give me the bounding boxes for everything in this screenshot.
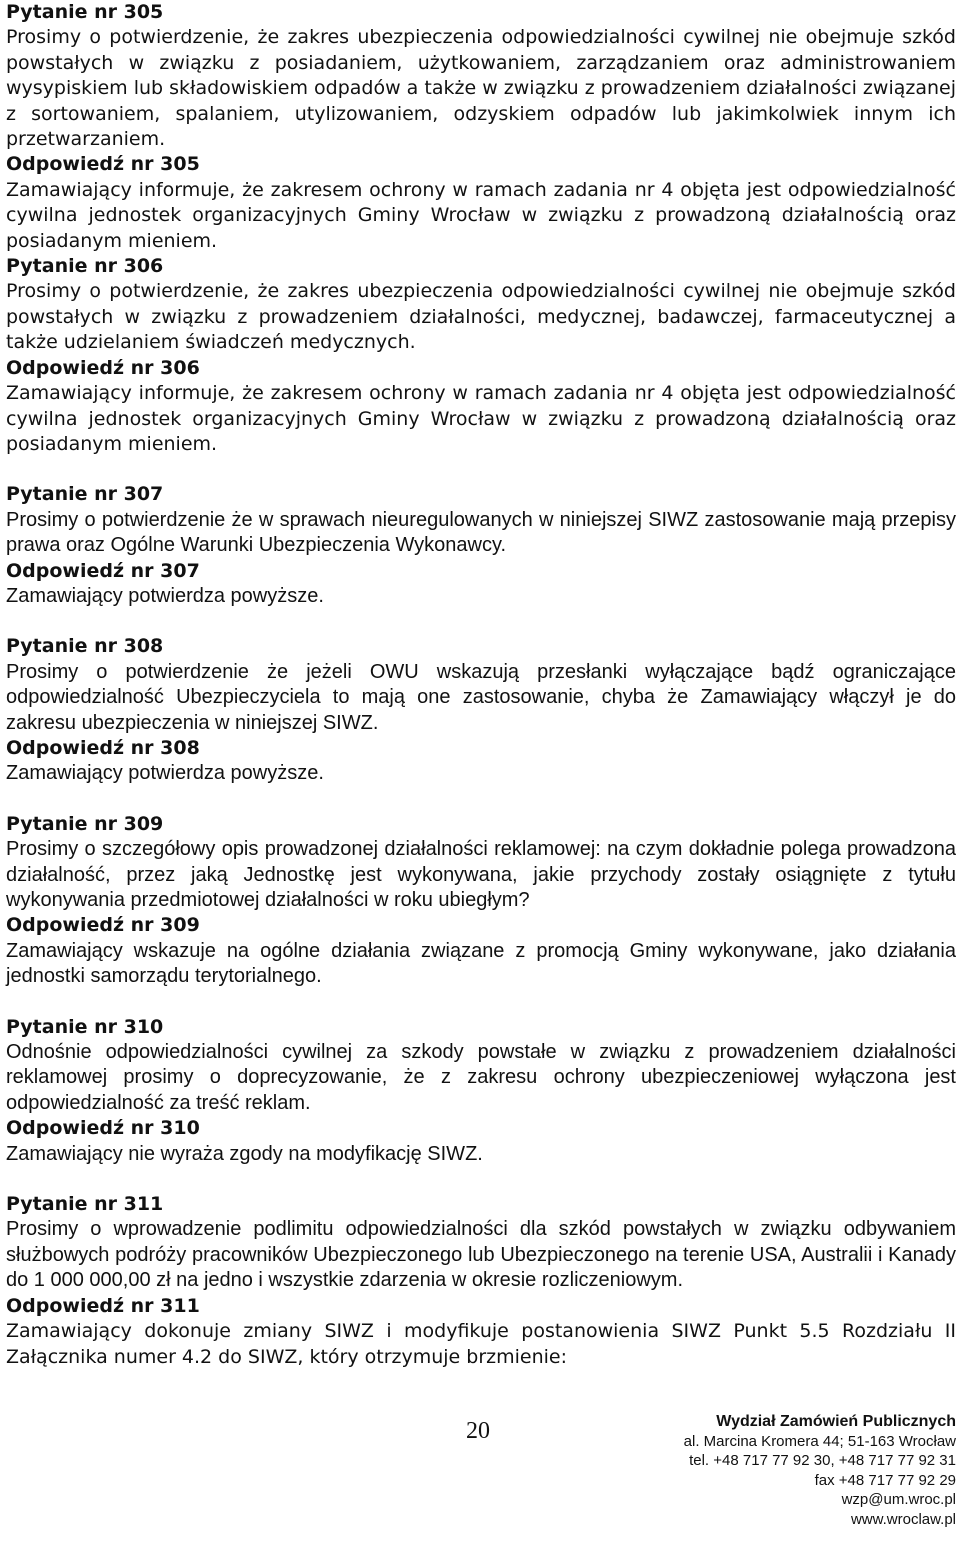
- question-text: Prosimy o potwierdzenie, że zakres ubezpieczenia odpowiedzialności cywilnej nie obejmuje szkód powstałych w związku z prowadzeniem działalności, medycznej, badawczej, farmaceutycznej a także udzielaniem świadczeń medycznych.: [6, 280, 956, 354]
- question-title: Pytanie nr 307: [6, 483, 164, 506]
- spacer: [6, 990, 956, 1015]
- question-text: Prosimy o potwierdzenie że jeżeli OWU wskazują przesłanki wyłączające bądź ograniczające odpowiedzialność Ubezpieczyciela to mają one zastosowanie, chyba że Zamawiający włączył je do zakresu ubezpieczenia w niniejszej SIWZ.: [6, 660, 956, 734]
- question-text: Prosimy o wprowadzenie podlimitu odpowiedzialności dla szkód powstałych w związku odbywaniem służbowych podróży pracowników Ubezpieczonego lub Ubezpieczonego na terenie USA, Australii i Kanady do 1 000 000,00 zł na jedno i wszystkie zdarzenia w okresie rozliczeniowym.: [6, 1218, 956, 1292]
- answer-text: Zamawiający informuje, że zakresem ochrony w ramach zadania nr 4 objęta jest odpowiedzialność cywilna jednostek organizacyjnych Gminy Wrocław w związku z prowadzoną działalnością oraz posiadanym mieniem.: [6, 178, 956, 252]
- question-title: Pytanie nr 309: [6, 812, 164, 835]
- spacer: [6, 457, 956, 482]
- question-title: Pytanie nr 311: [6, 1193, 164, 1216]
- footer-org: Wydział Zamówień Publicznych: [716, 1413, 956, 1430]
- qa-311: [6, 1192, 956, 1370]
- footer-web: www.wroclaw.pl: [850, 1510, 956, 1528]
- answer-title: Odpowiedź nr 306: [6, 356, 200, 379]
- footer-email: wzp@um.wroc.pl: [841, 1491, 956, 1508]
- qa-309: [6, 812, 956, 990]
- question-text: Odnośnie odpowiedzialności cywilnej za szkody powstałe w związku z prowadzeniem działalności reklamowej prosimy o doprecyzowanie, że z zakresu ochrony ubezpieczeniowej wyłączona jest odpowiedzialność za treść reklam.: [6, 1041, 956, 1114]
- answer-title: Odpowiedź nr 305: [6, 153, 200, 176]
- question-title: Pytanie nr 310: [6, 1015, 164, 1038]
- document-page: [6, 0, 956, 1370]
- page-number: 20: [466, 1418, 490, 1444]
- qa-305: [6, 0, 956, 254]
- footer-fax: fax +48 717 77 92 29: [814, 1471, 956, 1489]
- answer-text: Zamawiający potwierdza powyższe.: [6, 762, 324, 785]
- qa-308: [6, 634, 956, 786]
- footer-contact: [656, 1412, 956, 1529]
- answer-title: Odpowiedź nr 307: [6, 559, 200, 582]
- answer-title: Odpowiedź nr 309: [6, 914, 200, 937]
- answer-text: Zamawiający nie wyraża zgody na modyfikację SIWZ.: [6, 1142, 483, 1165]
- question-text: Prosimy o potwierdzenie, że zakres ubezpieczenia odpowiedzialności cywilnej nie obejmuje szkód powstałych w związku z posiadaniem, użytkowaniem, zarządzaniem oraz administrowaniem wysypiskiem lub składowiskiem odpadów a także w związku z prowadzeniem działalności związanej z sortowaniem, spalaniem, utylizowaniem, odzyskiem odpadów lub jakimkolwiek innym ich przetwarzaniem.: [6, 26, 956, 151]
- footer-address: al. Marcina Kromera 44; 51-163 Wrocław: [683, 1432, 956, 1450]
- qa-310: [6, 1015, 956, 1167]
- qa-306: [6, 254, 956, 457]
- answer-text: Zamawiający potwierdza powyższe.: [6, 584, 324, 607]
- question-text: Prosimy o potwierdzenie że w sprawach nieuregulowanych w niniejszej SIWZ zastosowanie mają przepisy prawa oraz Ogólne Warunki Ubezpieczenia Wykonawcy.: [6, 508, 956, 557]
- answer-text: Zamawiający wskazuje na ogólne działania związane z promocją Gminy wykonywane, jako działania jednostki samorządu terytorialnego.: [6, 939, 956, 988]
- question-text: Prosimy o szczegółowy opis prowadzonej działalności reklamowej: na czym dokładnie polega prowadzona działalność, przez jaką Jednostkę jest wykonywana, jakie przychody zostały osiągnięte z tytułu wykonywania przedmiotowej działalności w roku ubiegłym?: [6, 838, 956, 911]
- spacer: [6, 787, 956, 812]
- answer-title: Odpowiedź nr 311: [6, 1294, 200, 1317]
- answer-text: Zamawiający dokonuje zmiany SIWZ i modyfikuje postanowienia SIWZ Punkt 5.5 Rozdziału II Załącznika numer 4.2 do SIWZ, który otrzymuje brzmienie:: [6, 1320, 956, 1368]
- answer-title: Odpowiedź nr 308: [6, 736, 200, 759]
- question-title: Pytanie nr 308: [6, 635, 164, 658]
- footer-phone: tel. +48 717 77 92 30, +48 717 77 92 31: [689, 1452, 956, 1469]
- spacer: [6, 609, 956, 634]
- question-title: Pytanie nr 306: [6, 255, 164, 278]
- answer-title: Odpowiedź nr 310: [6, 1117, 200, 1140]
- question-title: Pytanie nr 305: [6, 1, 164, 23]
- answer-text: Zamawiający informuje, że zakresem ochrony w ramach zadania nr 4 objęta jest odpowiedzialność cywilna jednostek organizacyjnych Gminy Wrocław w związku z prowadzoną działalnością oraz posiadanym mieniem.: [6, 382, 956, 455]
- spacer: [6, 1167, 956, 1192]
- qa-307: [6, 482, 956, 609]
